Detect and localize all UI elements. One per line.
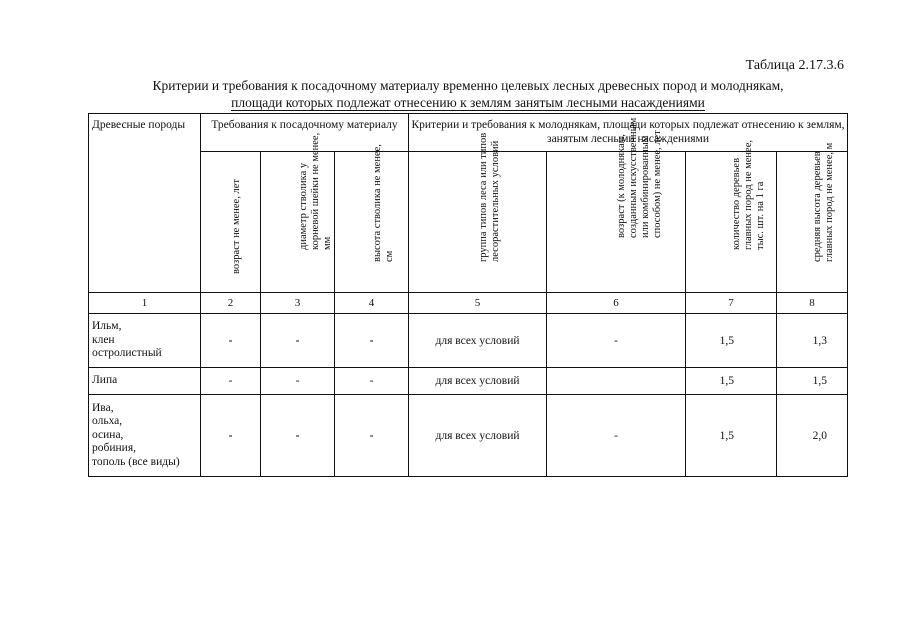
column-number: 2	[201, 293, 261, 314]
cell-forest-type: для всех условий	[409, 314, 547, 368]
species-cell	[89, 314, 201, 368]
subheader-height-text: высота стволика не менее, см	[371, 144, 395, 262]
column-number: 4	[335, 293, 409, 314]
species-name: тополь (все виды)	[92, 455, 180, 468]
cell-age: -	[201, 395, 261, 477]
subheader-age-text: возраст не менее, лет	[230, 179, 242, 274]
cell-mean-height: 1,5	[777, 368, 848, 395]
cell-forest-type: для всех условий	[409, 368, 547, 395]
table-number: Таблица 2.17.3.6	[745, 58, 844, 73]
species-name: осина,	[92, 428, 124, 441]
subheader-young-age	[547, 117, 686, 293]
header-species: Древесные породы	[89, 114, 201, 293]
header-planting-requirements: Требования к посадочному материалу	[201, 114, 409, 152]
cell-mean-height: 2,0	[777, 395, 848, 477]
species-name: остролистный	[92, 347, 162, 360]
cell-forest-type: для всех условий	[409, 395, 547, 477]
cell-diameter: -	[261, 314, 335, 368]
cell-tree-count: 1,5	[686, 314, 777, 368]
cell-age: -	[201, 314, 261, 368]
criteria-table	[88, 113, 848, 477]
column-numbers-row	[89, 293, 848, 314]
column-number: 6	[547, 293, 686, 314]
column-number: 3	[261, 293, 335, 314]
cell-age: -	[201, 368, 261, 395]
species-cell	[89, 368, 201, 395]
cell-young-age: -	[547, 395, 686, 477]
species-name: Липа	[92, 374, 118, 387]
cell-diameter: -	[261, 368, 335, 395]
header-young-requirements: Критерии и требования к молоднякам, площади которых подлежат отнесению к землям, занятым лесными насаждениями	[409, 114, 848, 152]
column-number: 8	[777, 293, 848, 314]
table-title-line2-text: площади которых подлежат отнесению к землям занятым лесными насаждениями	[231, 95, 705, 110]
subheader-diameter-text: диаметр стволика у корневой шейки не менее, мм	[297, 132, 333, 250]
table-title-line2	[88, 94, 848, 111]
species-name: Ива,	[92, 401, 114, 414]
species-cell	[89, 395, 201, 477]
cell-height: -	[335, 314, 409, 368]
column-number: 5	[409, 293, 547, 314]
species-name: робиния,	[92, 442, 136, 455]
subheader-forest-type-group	[409, 132, 547, 293]
subheader-mean-height	[777, 142, 848, 293]
species-name: Ильм,	[92, 320, 122, 333]
cell-height: -	[335, 395, 409, 477]
subheader-diameter	[261, 132, 335, 293]
cell-diameter: -	[261, 395, 335, 477]
table-title-line1: Критерии и требования к посадочному материалу временно целевых лесных древесных пород и молоднякам,	[152, 78, 784, 93]
subheader-young-age-text: возраст (к молоднякам, созданным искусственным или комбинированным способом) не менее, лет	[616, 117, 663, 238]
cell-height: -	[335, 368, 409, 395]
column-number: 1	[89, 293, 201, 314]
cell-young-age	[547, 368, 686, 395]
subheader-tree-count	[686, 140, 777, 293]
subheader-tree-count-text: количество деревьев главных пород не менее, тыс. шт. на 1 га	[731, 140, 766, 250]
cell-tree-count: 1,5	[686, 395, 777, 477]
table-row	[89, 368, 848, 395]
subheader-height	[335, 144, 409, 293]
subheader-forest-type-group-text: группа типов леса или типов лесорастительных условий	[477, 132, 501, 262]
table-row	[89, 395, 848, 477]
subheader-age	[201, 152, 261, 293]
cell-young-age: -	[547, 314, 686, 368]
column-number: 7	[686, 293, 777, 314]
cell-mean-height: 1,3	[777, 314, 848, 368]
species-name: ольха,	[92, 415, 123, 428]
subheader-mean-height-text: средняя высота деревьев главных пород не менее, м	[812, 142, 836, 262]
cell-tree-count: 1,5	[686, 368, 777, 395]
table-row	[89, 314, 848, 368]
species-name: клен	[92, 333, 115, 346]
